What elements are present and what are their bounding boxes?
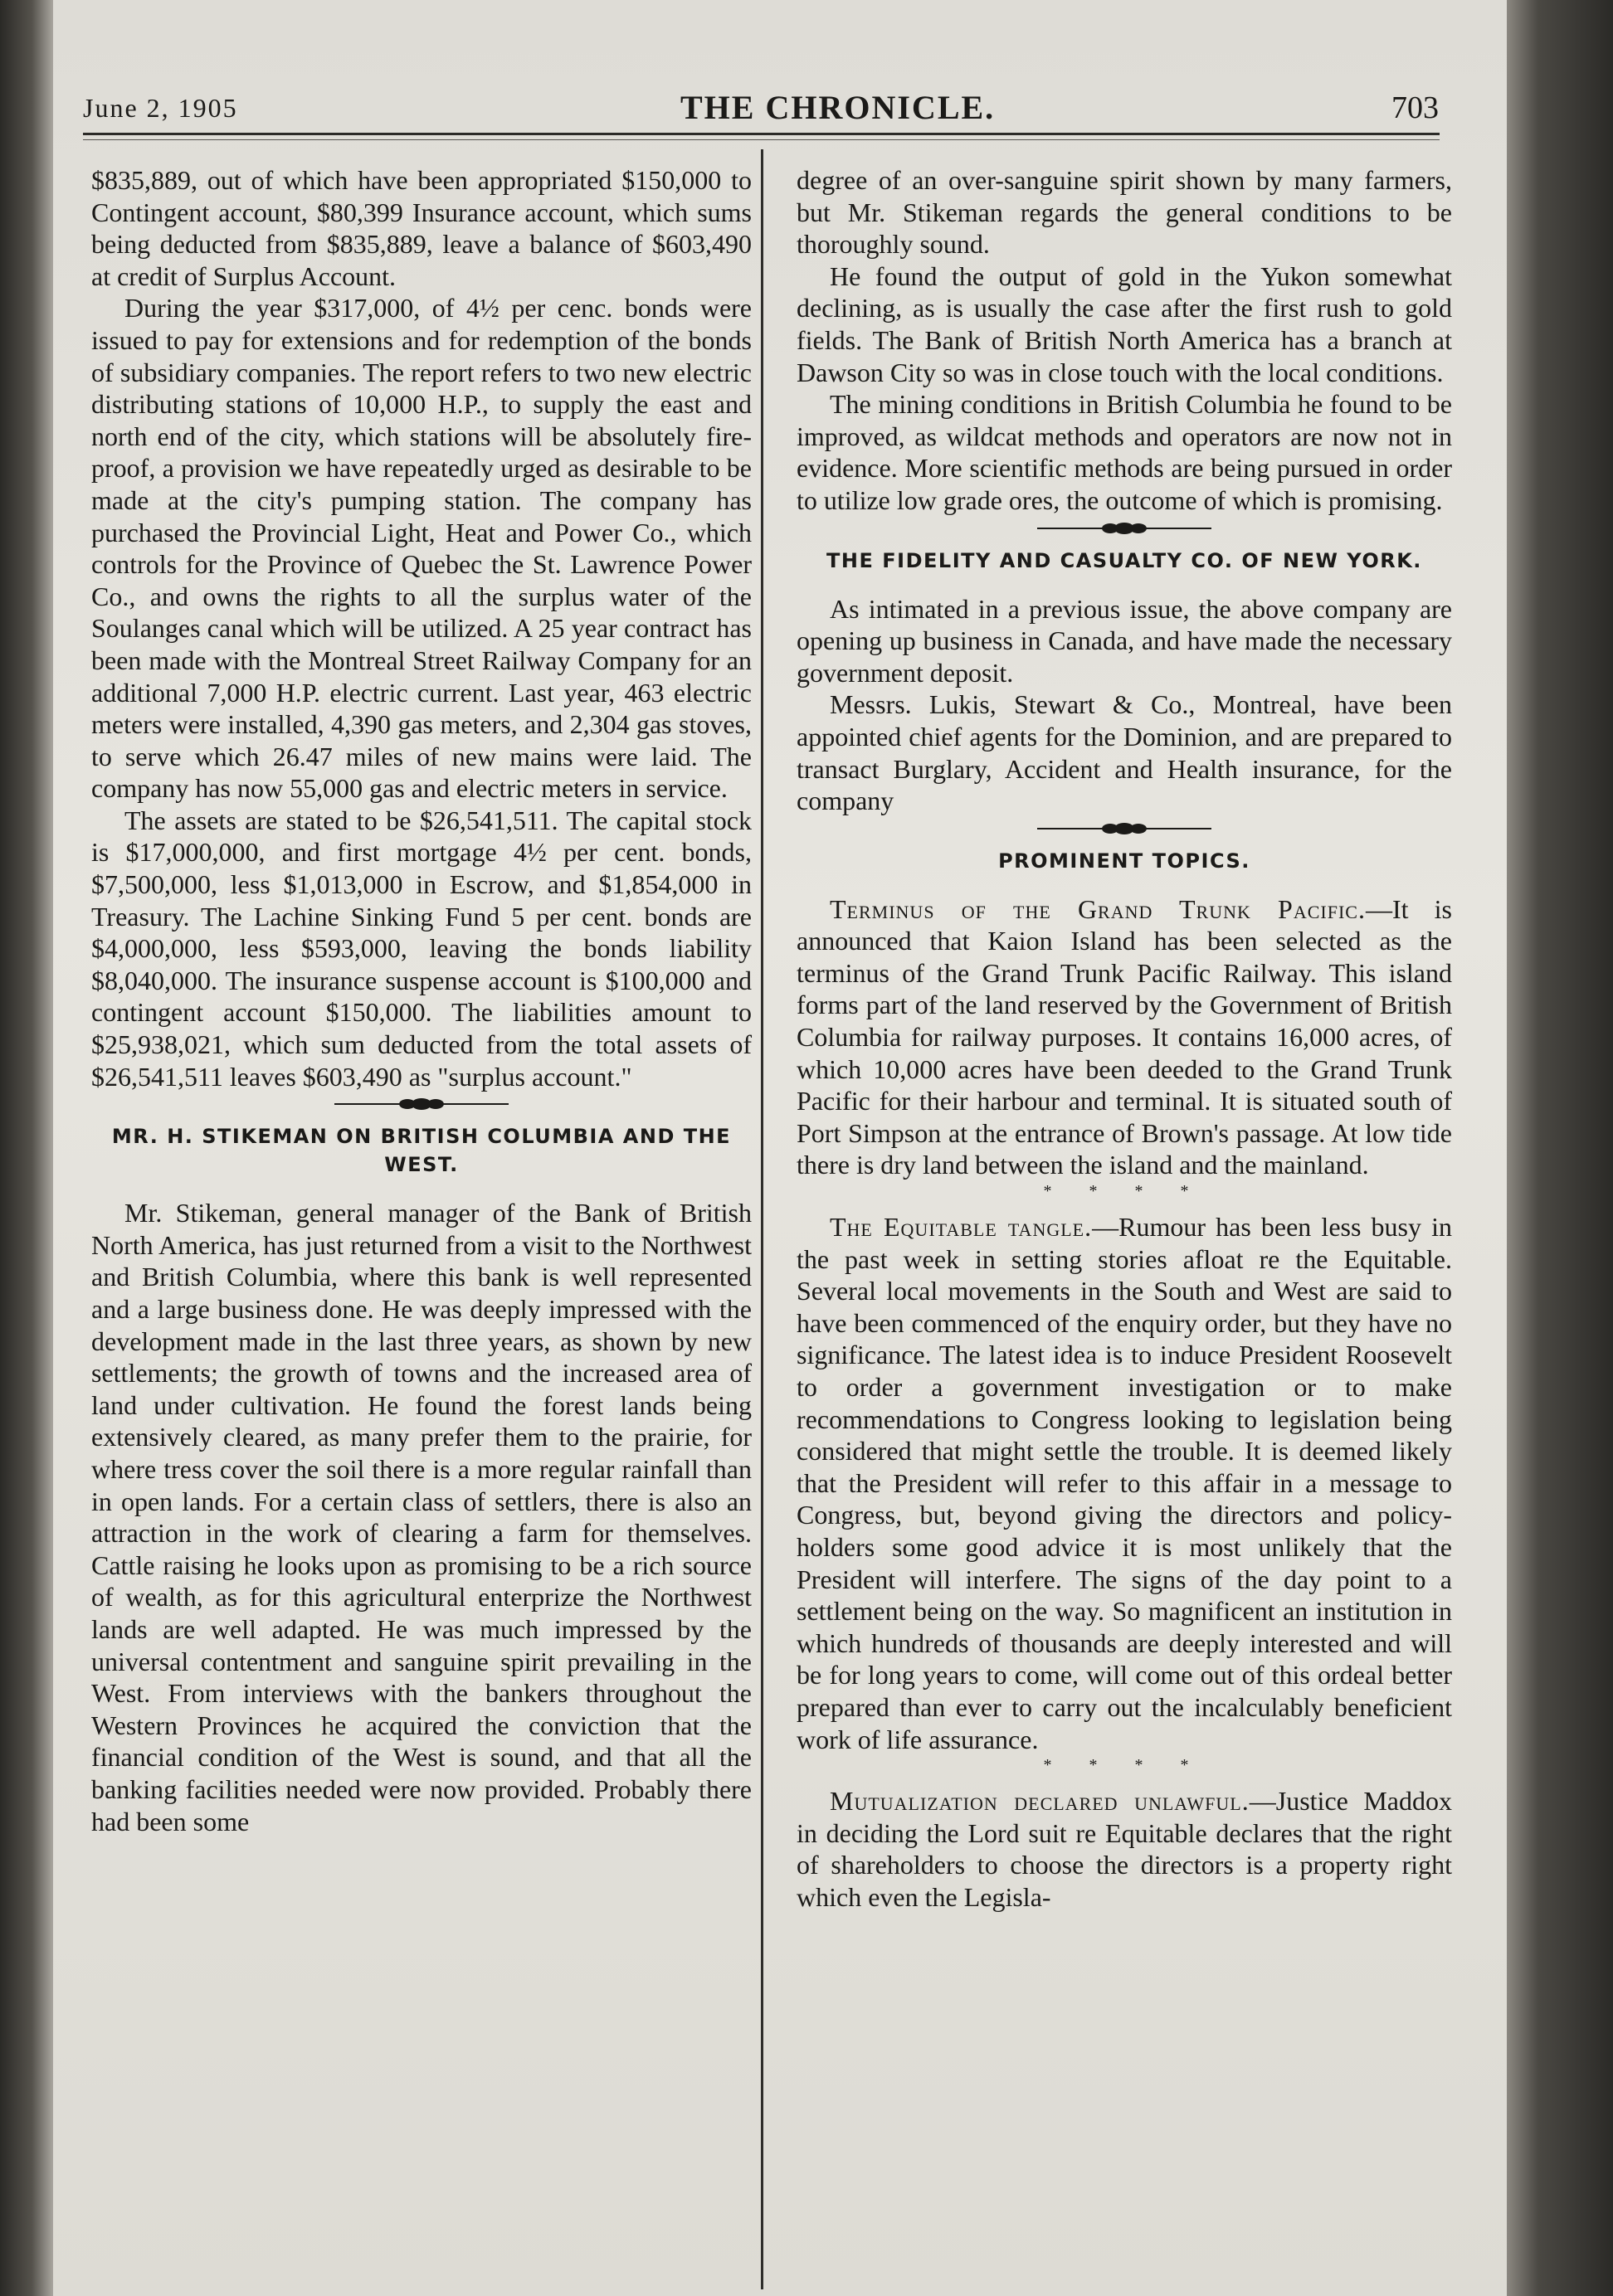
right-page-edge <box>1507 0 1613 2296</box>
topic-heading: Mutualization declared unlawful. <box>830 1786 1250 1817</box>
paragraph: He found the output of gold in the Yukon somewhat declining, as is usually the case after the first rush to gold fields. The Bank of British North America has a branch at Dawson City so was in close touch with the local conditions. <box>797 260 1452 387</box>
right-column <box>797 164 1452 1914</box>
paragraph: degree of an over-sanguine spirit shown by many farmers, but Mr. Stikeman regards the general conditions to be thoroughly sound. <box>797 165 1452 260</box>
paragraph: During the year $317,000, of 4½ per cenc. bonds were issued to pay for extensions and for redemption of the bonds of subsidiary companies. The report refers to two new electric distributing stations of 10,000 H.P., to supply the east and north end of the city, which stations will be absolutely fire-proof, a provision we have repeatedly urged as desirable to be made at the city's pumping station. The company has purchased the Provincial Light, Heat and Power Co., which controls for the Province of Quebec the St. Lawrence Power Co., and owns the rights to all the surplus water of the Soulanges canal which will be utilized. A 25 year contract has been made with the Montreal Street Railway Company for an additional 7,000 H.P. electric current. Last year, 463 electric meters were installed, 4,390 gas meters, and 2,304 gas stoves, to serve which 26.47 miles of new mains were laid. The company has now 55,000 gas and electric meters in service. <box>91 293 752 804</box>
topic-paragraph <box>797 1211 1452 1755</box>
paragraph: The mining conditions in British Columbia he found to be improved, as wildcat methods and operators are now not in evidence. More scientific methods are being pursued in order to utilize low grade ores, the outcome of which is promising. <box>797 389 1452 515</box>
left-column <box>91 164 752 1837</box>
header-rule-thin <box>83 139 1440 140</box>
ornament-divider <box>1037 522 1211 535</box>
column-divider <box>761 149 763 2289</box>
paragraph: The assets are stated to be $26,541,511. The capital stock is $17,000,000, and first mortgage 4½ per cent. bonds, $7,500,000, less $1,013,000 in Escrow, and $1,854,000 in Treasury. The Lachine Sinking Fund 5 per cent. bonds are $4,000,000, less $593,000, leaving the bonds liability $8,040,000. The insurance suspense account is $100,000 and contingent account $150,000. The liabilities amount to $25,938,021, which sum deducted from the total assets of $26,541,511 leaves $603,490 as "surplus account." <box>91 805 752 1092</box>
page-header <box>83 83 1444 133</box>
issue-date: June 2, 1905 <box>83 93 238 123</box>
section-title-topics: PROMINENT TOPICS. <box>998 849 1250 873</box>
star-separator: * * * * <box>1043 1182 1206 1201</box>
topic-text: —Rumour has been less busy in the past week in setting stories afloat re the Equitable. Several local movements in the South and West are said to have been commenced of the enquiry order, but they have no significance. The latest idea is to induce President Roosevelt to order a government investigation or to make recommendations to Congress looking to legislation being considered that might settle the trouble. It is deemed likely that the President will refer to this affair in a message to Congress, but, beyond giving the directors and policy-holders some good advice it is most unlikely that the President will interfere. The signs of the day point to a settlement being on the way. So magnificent an institution in which hundreds of thousands are deeply interested and will be for long years to come, will come out of this ordeal better prepared than ever to carry out the incalculably beneficient work of life assurance. <box>797 1212 1453 1754</box>
paragraph: Mr. Stikeman, general manager of the Bank of British North America, has just returned from a visit to the Northwest and British Columbia, where this bank is well represented and a large business done. He was deeply impressed with the development made in the last three years, as shown by new settlements; the growth of towns and the increased area of land under cultivation. He found the forest lands being extensively cleared, as many prefer them to the prairie, for where tress cover the soil there is a more regular rainfall than in open lands. For a certain class of settlers, there is also an attraction in the work of clearing a farm for themselves. Cattle raising he looks upon as promising to be a rich source of wealth, as for this agricultural enterprize the Northwest lands are well adapted. He was much impressed by the universal contentment and sanguine spirit prevailing in the West. From interviews with the bankers throughout the Western Provinces he acquired the conviction that the financial condition of the West is sound, and that all the banking facilities needed were now provided. Probably there had been some <box>91 1198 752 1836</box>
topic-paragraph <box>797 1785 1452 1913</box>
left-page-edge <box>0 0 53 2296</box>
star-separator: * * * * <box>1043 1756 1206 1775</box>
paragraph: As intimated in a previous issue, the above company are opening up business in Canada, and have made the necessary government deposit. <box>797 593 1452 688</box>
topic-text: —Justice Maddox in deciding the Lord suit re Equitable declares that the right of shareholders to choose the directors is a property right which even the Legisla- <box>797 1786 1452 1912</box>
ornament-divider <box>1037 822 1211 835</box>
topic-heading: Terminus of the Grand Trunk Pacific. <box>830 893 1366 924</box>
topic-paragraph <box>797 893 1452 1181</box>
header-rule <box>83 133 1440 135</box>
journal-title: THE CHRONICLE. <box>680 89 996 126</box>
page-number: 703 <box>1391 90 1439 125</box>
section-title-stikeman: MR. H. STIKEMAN ON BRITISH COLUMBIA AND THE WEST. <box>111 1125 732 1177</box>
paragraph: Messrs. Lukis, Stewart & Co., Montreal, have been appointed chief agents for the Dominion, and are prepared to transact Burglary, Accident and Health insurance, for the company <box>797 689 1452 816</box>
topic-heading: The Equitable tangle. <box>830 1212 1093 1243</box>
ornament-divider <box>334 1097 509 1111</box>
section-title-fidelity: THE FIDELITY AND CASUALTY CO. OF NEW YORK. <box>826 548 1422 572</box>
topic-text: —It is announced that Kaion Island has been selected as the terminus of the Grand Trunk Pacific Railway. This island forms part of the land reserved by the Government of British Columbia for railway purposes. It contains 16,000 acres, of which 10,000 acres have been deeded to the Grand Trunk Pacific for their harbour and terminal. It is situated south of Port Simpson at the entrance of Brown's passage. At low tide there is dry land between the island and the mainland. <box>797 893 1452 1180</box>
paragraph: $835,889, out of which have been appropriated $150,000 to Contingent account, $80,399 Insurance account, which sums being deducted from $835,889, leave a balance of $603,490 at credit of Surplus Account. <box>91 165 752 291</box>
